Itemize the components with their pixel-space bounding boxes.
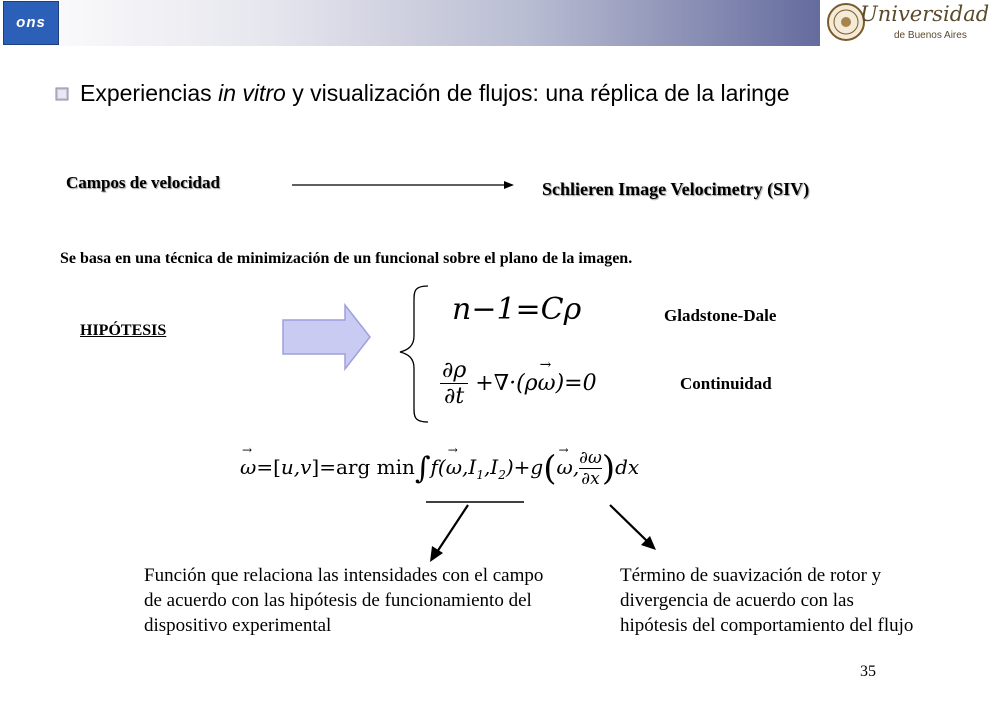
- institute-logo: ons: [3, 1, 59, 45]
- page-number: 35: [860, 663, 876, 680]
- title-italic: in vitro: [218, 80, 286, 106]
- left-connector-line: [437, 505, 468, 552]
- left-connector-arrowhead: [430, 546, 443, 562]
- continuity-label: Continuidad: [680, 374, 772, 393]
- minimization-functional-equation: ω → =[u,v]=arg min∫f(ω → $,I_1,I_2)+g(\omega$ → , $\frac{\partial\omega}{\partial x}$ )dx: [240, 443, 640, 489]
- title-part-2: y visualización de flujos: una réplica de la laringe: [285, 80, 790, 106]
- gladstone-dale-label: Gladstone-Dale: [664, 306, 777, 325]
- brace-icon: [400, 286, 428, 422]
- hypothesis-label: HIPÓTESIS: [80, 322, 167, 339]
- velocity-fields-label: Campos de velocidad: [66, 173, 220, 192]
- right-connector-line: [610, 505, 648, 542]
- siv-label: Schlieren Image Velocimetry (SIV): [542, 179, 810, 199]
- gladstone-dale-equation: n−1=Cρ: [452, 292, 582, 327]
- right-explanation-note: Término de suavización de rotor y divergencia de acuerdo con las hipótesis del comportamiento del flujo: [620, 565, 914, 636]
- flow-arrow-head: [504, 181, 514, 189]
- university-name: Universidad: [860, 2, 989, 26]
- title-part-1: Experiencias: [80, 80, 219, 106]
- continuity-equation: $\frac{\partial\rho}{\partial t}$ +∇·(ρω → )=0: [442, 357, 597, 409]
- hypothesis-block-arrow-icon: [283, 305, 370, 369]
- description-text: Se basa en una técnica de minimización de un funcional sobre el plano de la imagen.: [60, 250, 633, 267]
- left-explanation-note: Función que relaciona las intensidades con el campo de acuerdo con las hipótesis de funcionamiento del dispositivo experimental: [144, 565, 544, 636]
- university-subtitle: de Buenos Aires: [894, 30, 967, 41]
